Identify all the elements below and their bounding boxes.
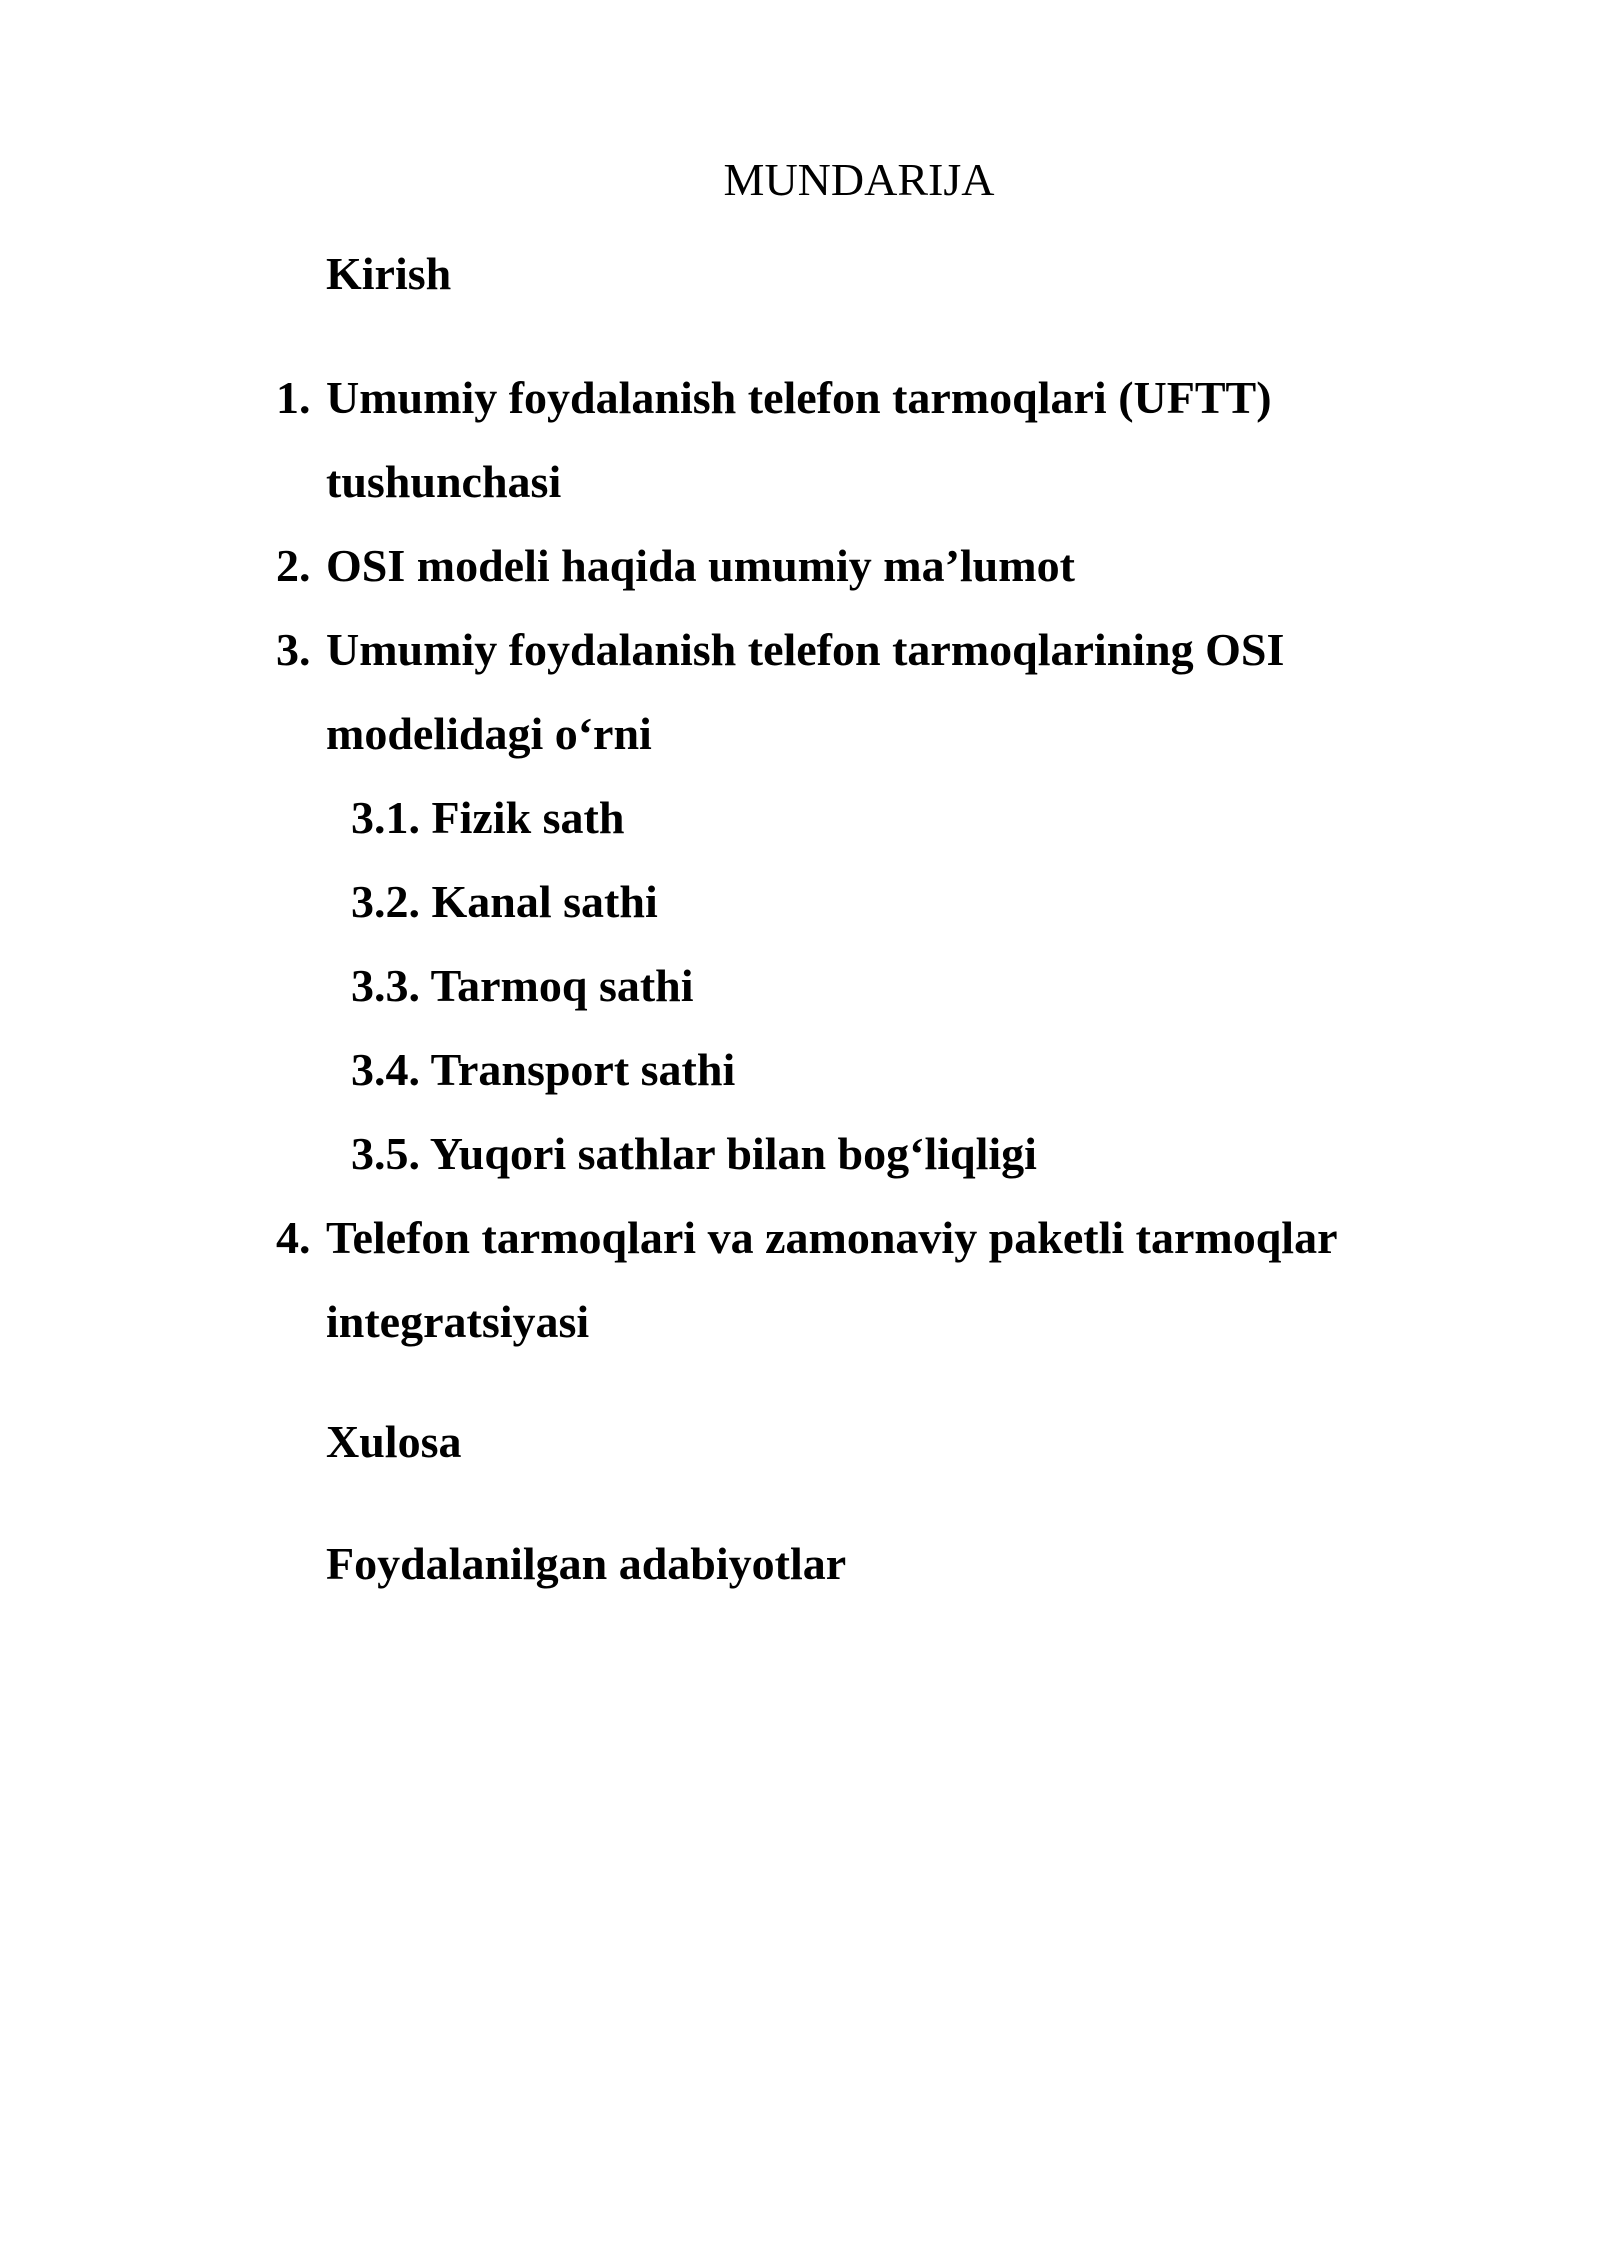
toc-subentry-number: 3.1. (351, 792, 432, 843)
toc-entry-4 (276, 1196, 1436, 1364)
toc-entry-line: Telefon tarmoqlari va zamonaviy paketli tarmoqlar (326, 1212, 1338, 1263)
toc-subentry-3-4 (351, 1028, 735, 1112)
toc-subentry-label: Tarmoq sathi (430, 960, 694, 1011)
toc-subentry-3-5 (351, 1112, 1037, 1196)
toc-entry-intro: Kirish (326, 248, 452, 299)
toc-subentry-3-1 (351, 776, 624, 860)
toc-subentry-label: Fizik sath (431, 792, 625, 843)
toc-title: MUNDARIJA (723, 154, 995, 205)
toc-entry-line: modelidagi o‘rni (326, 708, 652, 759)
toc-subentry-number: 3.2. (351, 876, 432, 927)
toc-subentry-label: Kanal sathi (431, 876, 658, 927)
toc-entry-1 (276, 356, 1436, 524)
toc-entry-line: Umumiy foydalanish telefon tarmoqlarining OSI (326, 624, 1285, 675)
toc-entry-line: Umumiy foydalanish telefon tarmoqlari (UFTT) (326, 372, 1272, 423)
toc-subentry-number: 3.3. (351, 960, 431, 1011)
toc-entry-conclusion: Xulosa (326, 1416, 462, 1467)
toc-subentry-label: Transport sathi (430, 1044, 736, 1095)
toc-entry-number: 3. (276, 624, 311, 675)
toc-entry-2 (276, 524, 1436, 608)
toc-entry-number: 1. (276, 372, 311, 423)
toc-entry-line: tushunchasi (326, 456, 562, 507)
toc-entry-references: Foydalanilgan adabiyotlar (326, 1538, 847, 1589)
toc-entry-3 (276, 608, 1436, 776)
toc-subentry-3-2 (351, 860, 658, 944)
toc-entry-line: integratsiyasi (326, 1296, 590, 1347)
toc-subentry-number: 3.5. (351, 1128, 430, 1179)
toc-subentry-number: 3.4. (351, 1044, 431, 1095)
toc-subentry-label: Yuqori sathlar bilan bog‘liqligi (429, 1128, 1037, 1179)
toc-entry-number: 4. (276, 1212, 311, 1263)
toc-entry-number: 2. (276, 540, 311, 591)
toc-entry-line: OSI modeli haqida umumiy ma’lumot (326, 540, 1075, 591)
toc-subentry-3-3 (351, 944, 694, 1028)
